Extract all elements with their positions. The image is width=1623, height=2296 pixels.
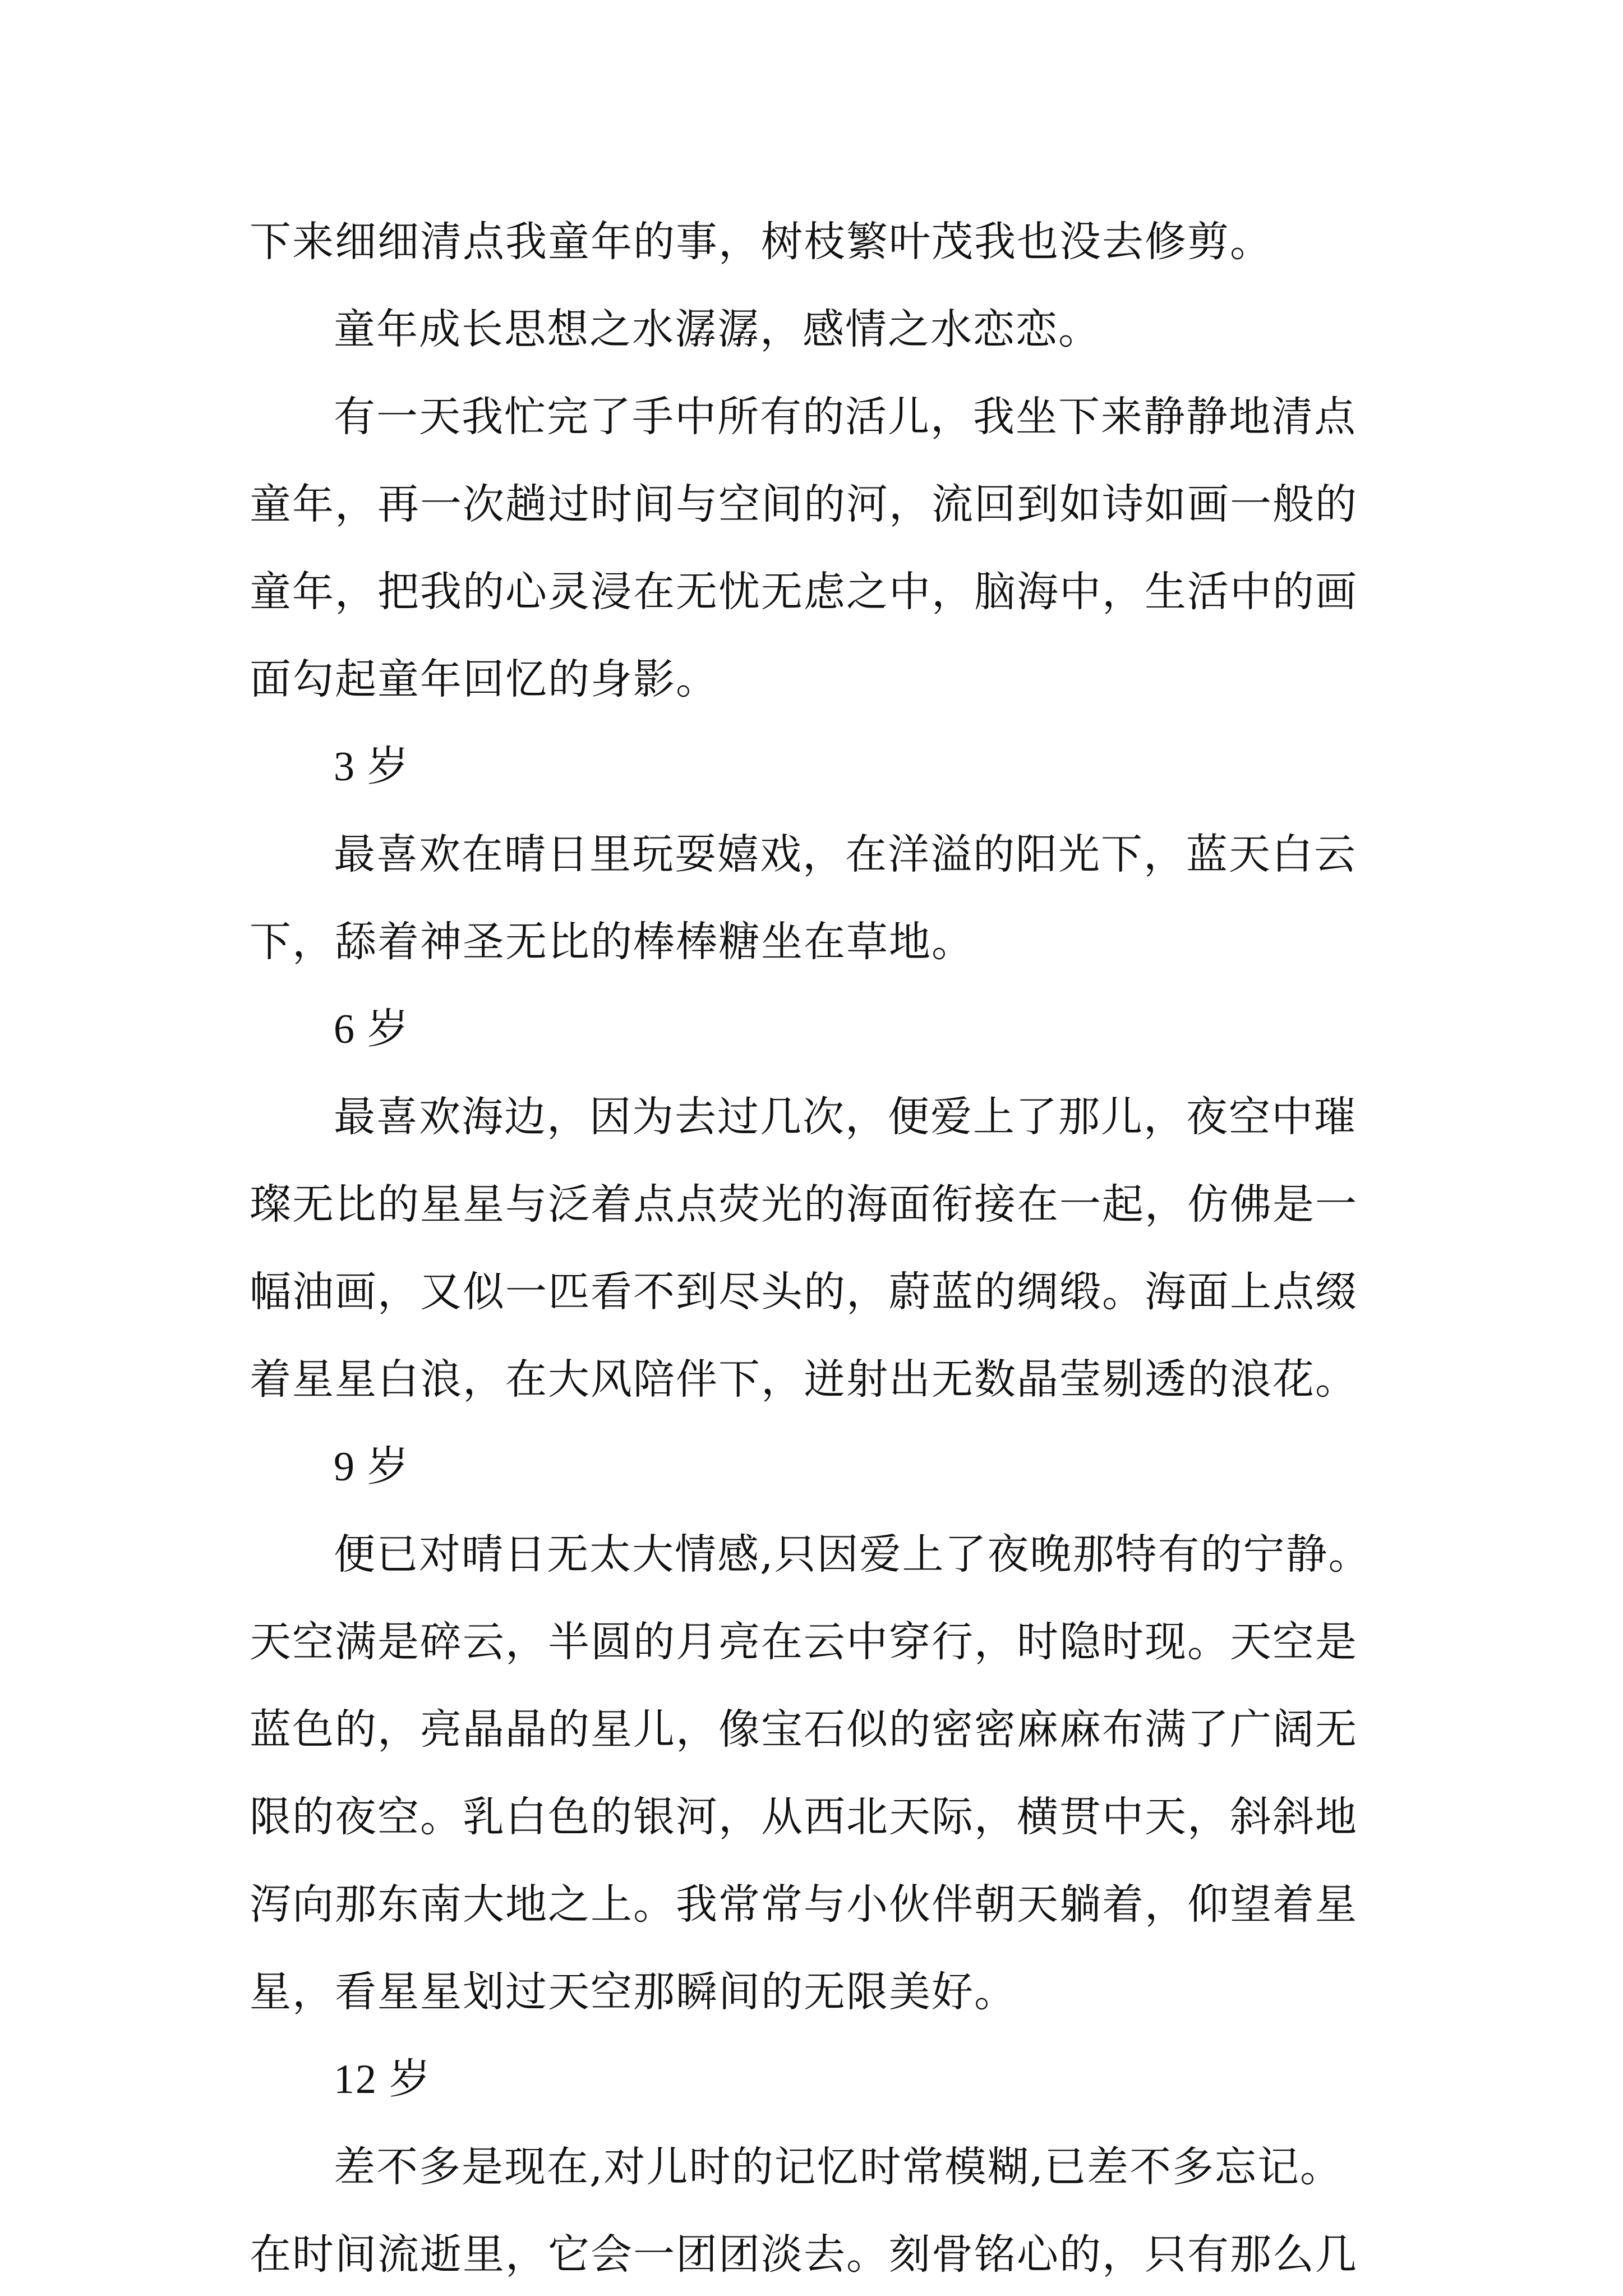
text-line: 着星星白浪，在大风陪伴下，迸射出无数晶莹剔透的浪花。	[250, 1355, 1358, 1404]
text-line: 天空满是碎云，半圆的月亮在云中穿行，时隐时现。天空是	[250, 1618, 1358, 1666]
text-line: 下，舔着神圣无比的棒棒糖坐在草地。	[250, 918, 974, 966]
text-line: 璨无比的星星与泛着点点荧光的海面衔接在一起，仿佛是一	[250, 1180, 1358, 1228]
age-heading-6: 6 岁	[334, 1006, 410, 1052]
text-line: 童年成长思想之水潺潺，感情之水恋恋。	[334, 305, 1101, 353]
text-line: 蓝色的，亮晶晶的星儿，像宝石似的密密麻麻布满了广阔无	[250, 1705, 1358, 1754]
age-heading-3: 3 岁	[334, 744, 410, 790]
text-line: 差不多是现在,对儿时的记忆时常模糊,已差不多忘记。	[334, 2143, 1343, 2191]
text-line: 泻向那东南大地之上。我常常与小伙伴朝天躺着，仰望着星	[250, 1880, 1358, 1929]
text-line: 幅油画，又似一匹看不到尽头的，蔚蓝的绸缎。海面上点缀	[250, 1268, 1358, 1316]
text-line: 星，看星星划过天空那瞬间的无限美好。	[250, 1968, 1017, 2016]
text-line: 童年，再一次趟过时间与空间的河，流回到如诗如画一般的	[250, 480, 1358, 528]
text-line: 下来细细清点我童年的事，树枝繁叶茂我也没去修剪。	[250, 218, 1272, 266]
text-line: 便已对晴日无太大情感,只因爱上了夜晚那特有的宁静。	[334, 1530, 1371, 1579]
text-line: 童年，把我的心灵浸在无忧无虑之中，脑海中，生活中的画	[250, 568, 1358, 616]
text-line: 最喜欢海边，因为去过几次，便爱上了那儿，夜空中璀	[334, 1093, 1357, 1141]
text-line: 面勾起童年回忆的身影。	[250, 655, 718, 703]
text-line: 有一天我忙完了手中所有的活儿，我坐下来静静地清点	[334, 393, 1357, 441]
text-line: 最喜欢在晴日里玩耍嬉戏，在洋溢的阳光下，蓝天白云	[334, 830, 1357, 878]
age-heading-12: 12 岁	[334, 2056, 432, 2102]
age-heading-9: 9 岁	[334, 1444, 410, 1490]
text-line: 限的夜空。乳白色的银河，从西北天际，横贯中天，斜斜地	[250, 1793, 1358, 1841]
text-line: 在时间流逝里，它会一团团淡去。刻骨铭心的，只有那么几	[250, 2230, 1358, 2279]
